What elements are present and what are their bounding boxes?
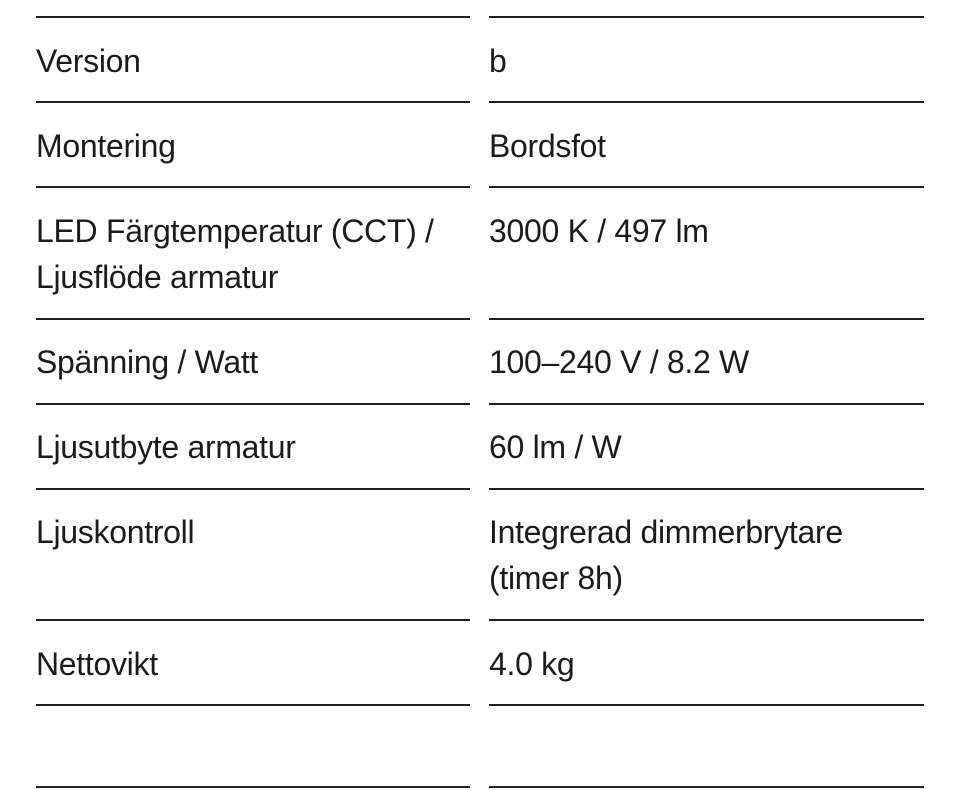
spec-value-ljusutbyte: 60 lm / W xyxy=(489,429,622,465)
divider xyxy=(489,186,924,188)
spec-value-ljuskontroll xyxy=(489,509,924,601)
divider xyxy=(36,619,470,621)
divider xyxy=(489,488,924,490)
divider xyxy=(36,186,470,188)
divider xyxy=(489,16,924,18)
divider xyxy=(489,704,924,706)
divider xyxy=(489,619,924,621)
divider xyxy=(36,318,470,320)
spec-label-line: LED Färgtemperatur (CCT) / xyxy=(36,213,434,249)
divider xyxy=(489,101,924,103)
spec-label-montering: Montering xyxy=(36,128,176,164)
spec-label-nettovikt: Nettovikt xyxy=(36,646,158,682)
spec-value-version: b xyxy=(489,43,507,79)
spec-value-spanning-watt: 100–240 V / 8.2 W xyxy=(489,344,749,380)
spec-value-montering: Bordsfot xyxy=(489,128,606,164)
divider xyxy=(36,704,470,706)
divider xyxy=(489,318,924,320)
spec-value-nettovikt: 4.0 kg xyxy=(489,646,575,682)
spec-label-ljusutbyte: Ljusutbyte armatur xyxy=(36,429,296,465)
spec-value-line: (timer 8h) xyxy=(489,560,623,596)
divider xyxy=(36,488,470,490)
spec-label-led-cct xyxy=(36,208,470,300)
spec-value-led-cct: 3000 K / 497 lm xyxy=(489,213,709,249)
divider xyxy=(36,16,470,18)
divider xyxy=(489,403,924,405)
spec-label-version: Version xyxy=(36,43,141,79)
divider xyxy=(36,101,470,103)
spec-label-spanning-watt: Spänning / Watt xyxy=(36,344,259,380)
spec-label-line: Ljusflöde armatur xyxy=(36,259,279,295)
divider xyxy=(36,403,470,405)
divider xyxy=(489,786,924,788)
spec-value-line: Integrerad dimmerbrytare xyxy=(489,514,843,550)
spec-label-ljuskontroll: Ljuskontroll xyxy=(36,514,195,550)
divider xyxy=(36,786,470,788)
